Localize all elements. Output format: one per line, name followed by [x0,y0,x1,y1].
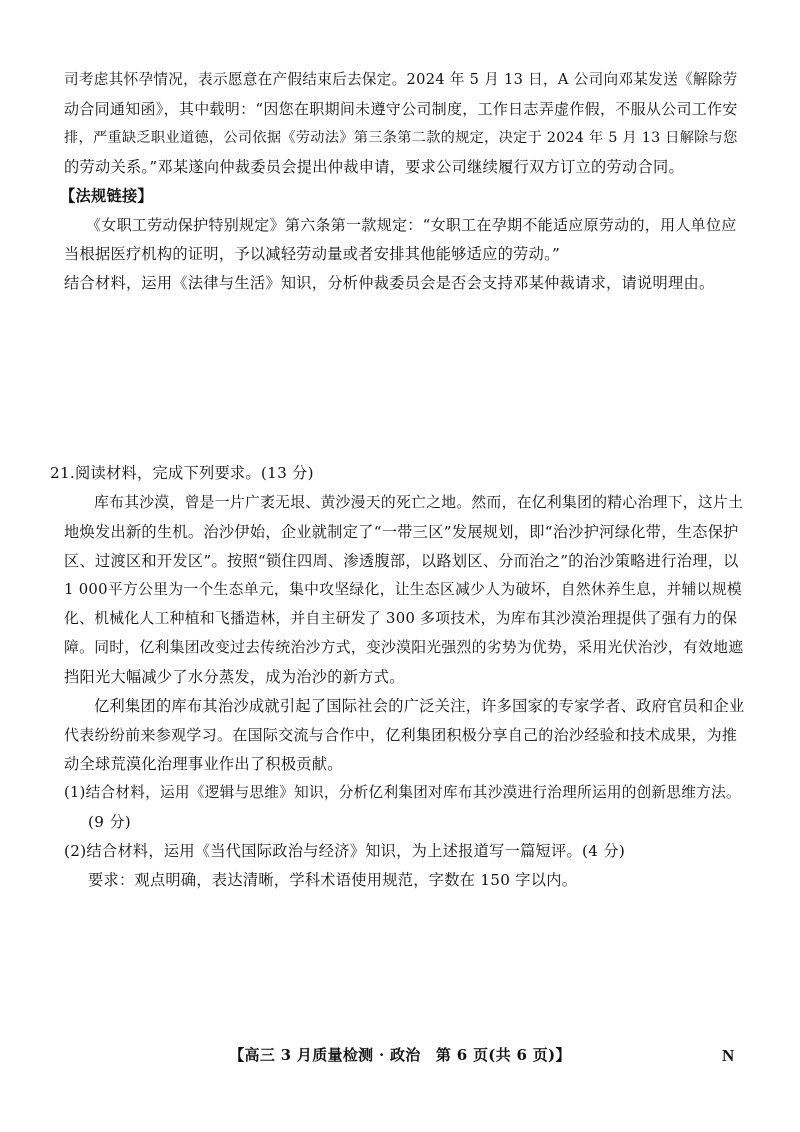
material-paragraph-line: 动全球荒漠化治理事业作出了积极贡献。 [64,755,343,773]
material-paragraph-line: 库布其沙漠，曾是一片广袤无垠、黄沙漫天的死亡之地。然而，在亿利集团的精心治理下，这片土 [94,494,744,511]
sub-question-1-points: (9 分) [88,813,132,831]
material-paragraph-line: 代表纷纷前来参观学习。在国际交流与合作中，亿利集团积极分享自己的治沙经验和技术成果，为推 [64,726,738,744]
material-paragraph-line: 障。同时，亿利集团改变过去传统治沙方式，变沙漠阳光强烈的劣势为优势，采用光伏治沙，有效地遮 [64,639,744,656]
legal-link-heading: 【法规链接】 [60,187,153,205]
answer-requirement: 要求：观点明确，表达清晰，学科术语使用规范，字数在 150 字以内。 [88,871,578,889]
material-paragraph-line: 挡阳光大幅减少了水分蒸发，成为治沙的新方式。 [64,668,405,686]
question-20-task: 结合材料，运用《法律与生活》知识，分析仲裁委员会是否会支持邓某仲裁请求，请说明理由。 [64,274,715,292]
material-paragraph-line: 1 000平方公里为一个生态单元，集中攻坚绿化，让生态区减少人为破坏，自然休养生息，并辅以规模 [64,581,742,598]
material-paragraph-line: 区、过渡区和开发区”。按照“锁住四周、渗透腹部，以路划区、分而治之”的治沙策略进行治理，以 [64,552,739,570]
page-footer: 【高三 3 月质量检测 · 政治 第 6 页(共 6 页)】 [229,1046,571,1064]
material-paragraph-line: 化、机械化人工种植和飞播造林，并自主研发了 300 多项技术，为库布其沙漠治理提供了强有力的保 [64,610,738,627]
case-text-line: 司考虑其怀孕情况，表示愿意在产假结束后去保定。2024 年 5 月 13 日，A 公司向邓某发送《解除劳 [64,71,738,88]
page-corner-mark: N [722,1046,735,1065]
question-21-heading: 21.阅读材料，完成下列要求。(13 分) [50,464,314,482]
material-paragraph-line: 地焕发出新的生机。治沙伊始，企业就制定了“一带三区”发展规划，即“治沙护河绿化带，生态保护 [64,523,739,541]
case-text-line: 排，严重缺乏职业道德，公司依据《劳动法》第三条第二款的规定，决定于 2024 年 5 月 13 日解除与您 [64,130,738,146]
sub-question-1: (1)结合材料，运用《逻辑与思维》知识，分析亿利集团对库布其沙漠进行治理所运用的创新思维方法。 [64,784,741,801]
legal-link-text-line: 当根据医疗机构的证明，予以减轻劳动量或者安排其他能够适应的劳动。” [64,245,561,263]
case-text-line: 的劳动关系。”邓某遂向仲裁委员会提出仲裁申请，要求公司继续履行双方订立的劳动合同。 [64,158,684,176]
case-text-line: 动合同通知函》，其中载明：“因您在职期间未遵守公司制度，工作日志弄虚作假，不服从公司工作安 [64,100,738,118]
material-paragraph-line: 亿利集团的库布其治沙成就引起了国际社会的广泛关注，许多国家的专家学者、政府官员和企业 [94,697,745,715]
sub-question-2: (2)结合材料，运用《当代国际政治与经济》知识，为上述报道写一篇短评。(4 分) [64,842,626,860]
legal-link-text-line: 《女职工劳动保护特别规定》第六条第一款规定：“女职工在孕期不能适应原劳动的，用人单位应 [86,216,737,234]
